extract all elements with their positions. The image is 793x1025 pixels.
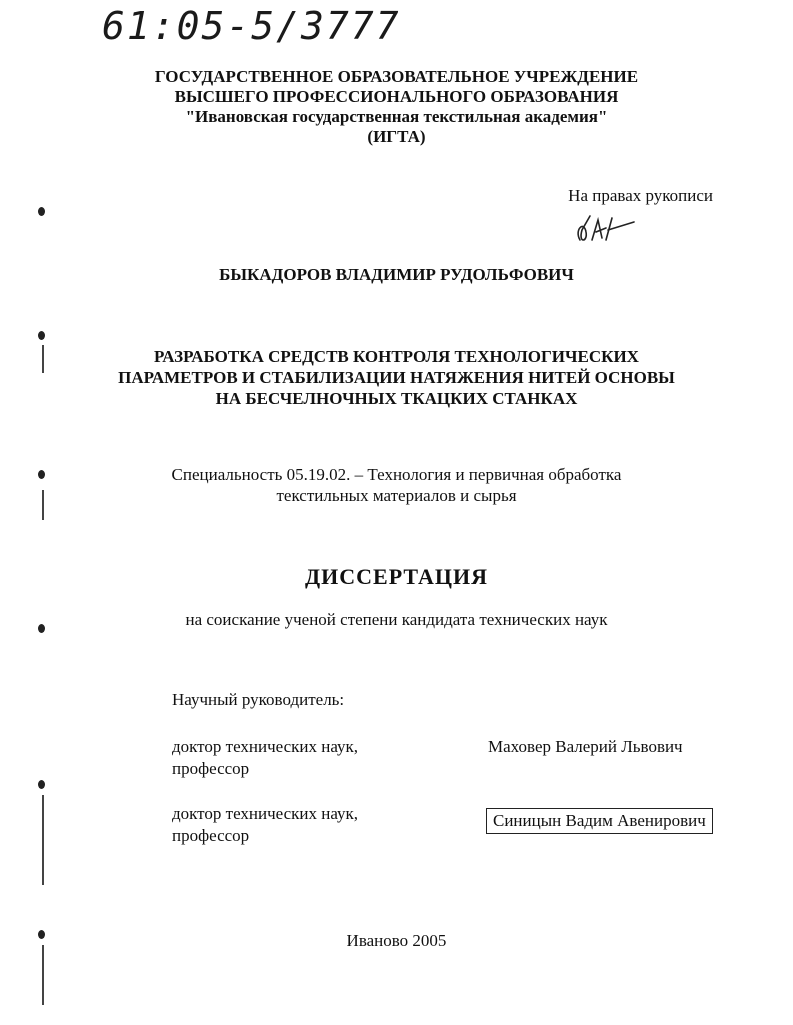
- document-type: ДИССЕРТАЦИЯ: [305, 564, 488, 589]
- institution-line-2: ВЫСШЕГО ПРОФЕССИОНАЛЬНОГО ОБРАЗОВАНИЯ: [174, 87, 619, 106]
- city-year: Иваново 2005: [346, 931, 447, 950]
- thesis-title-line-2: ПАРАМЕТРОВ И СТАБИЛИЗАЦИИ НАТЯЖЕНИЯ НИТЕЙ ОСНОВЫ: [118, 368, 675, 387]
- specialty-line-2: текстильных материалов и сырья: [276, 486, 517, 505]
- advisor-2-rank: профессор: [172, 826, 250, 845]
- thesis-title-line-3: НА БЕСЧЕЛНОЧНЫХ ТКАЦКИХ СТАНКАХ: [215, 389, 578, 408]
- institution-line-1: ГОСУДАРСТВЕННОЕ ОБРАЗОВАТЕЛЬНОЕ УЧРЕЖДЕНИЕ: [154, 67, 639, 86]
- specialty-block: [0, 464, 793, 506]
- margin-line-4: [42, 945, 44, 1005]
- institution-header: [0, 67, 793, 147]
- advisor-2-degree: доктор технических наук,: [172, 804, 359, 823]
- binder-hole-5: [38, 780, 45, 789]
- binder-hole-1: [38, 207, 45, 216]
- institution-abbr: (ИГТА): [367, 127, 426, 146]
- author-name: БЫКАДОРОВ ВЛАДИМИР РУДОЛЬФОВИЧ: [219, 265, 574, 284]
- supervisor-heading: Научный руководитель:: [172, 690, 345, 709]
- advisor-1-title: [172, 736, 358, 780]
- handwritten-catalog-number: 61:05-5/3777: [102, 4, 401, 48]
- thesis-title-line-1: РАЗРАБОТКА СРЕДСТВ КОНТРОЛЯ ТЕХНОЛОГИЧЕСКИХ: [154, 347, 639, 366]
- advisor-1-name: Маховер Валерий Львович: [488, 737, 683, 756]
- degree-text: на соискание ученой степени кандидата технических наук: [185, 610, 608, 629]
- specialty-line-1: Специальность 05.19.02. – Технология и первичная обработка: [171, 465, 622, 484]
- signature-icon: [572, 210, 642, 250]
- margin-line-3: [42, 795, 44, 885]
- advisor-1-degree: доктор технических наук,: [172, 737, 359, 756]
- advisor-2-title: [172, 803, 358, 847]
- institution-line-3: "Ивановская государственная текстильная академия": [185, 107, 608, 126]
- advisor-2-name-boxed: Синицын Вадим Авенирович: [486, 808, 713, 834]
- manuscript-rights-label: На правах рукописи: [568, 186, 713, 205]
- binder-hole-2: [38, 331, 45, 340]
- advisor-1-rank: профессор: [172, 759, 250, 778]
- thesis-title: [0, 346, 793, 409]
